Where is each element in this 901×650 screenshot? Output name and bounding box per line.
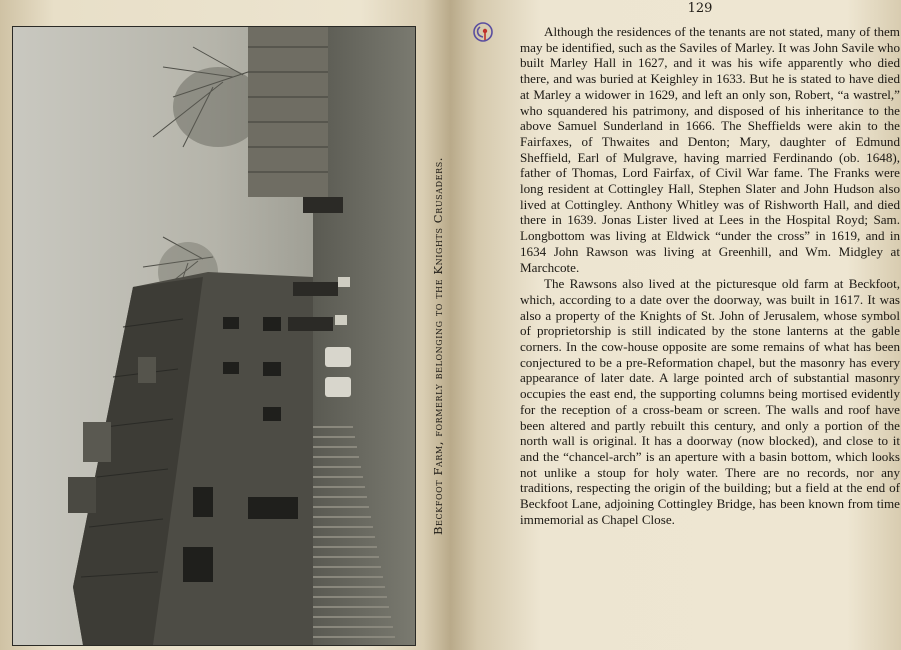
page-number: 129 [687,1,713,16]
photograph-plate [12,26,416,646]
paragraph: Although the residences of the tenants are not stated, many of them may be identified, such as the Saviles of Marley. It was John Savile who built Marley Hall in 1627, and it was his wife apparently who died there, and was buried at Keighley in 1633. But he is stated to have died at Marley a widower in 1629, and left an only son, Robert, “a wastrel,” who squandered his patrimony, and disposed of his inheritance to the above Samuel Sunderland in 1666. The Sheffields were akin to the Fairfaxes, of Thwaites and Denton; Mary, daughter of Edmund Sheffield, Earl of Mulgrave, having married Ferdinando (ob. 1648), father of Thomas, Lord Fairfax, of Civil War fame. The Franks were long resident at Cottingley Hall, Stephen Slater and John Hudson also lived at Cottingley. Anthony Whitley was of Rishworth Hall, and died there in 1639. Jonas Lister lived at Lees in the Hospital Royd; Sam. Longbottom was living at Eldwick “under the cross” in 1619, and in 1634 John Rawson was living at Greenhill, and Wm. Midgley at Marchcote. [520,24,900,275]
paragraph: The Rawsons also lived at the picturesque old farm at Beckfoot, which, according to a date over the doorway, was built in 1617. It was also a property of the Knights of St. John of Jerusalem, whose symbol of proprietorship is still indicated by the stone lanterns at the gable corners. In the cow-house opposite are some remains of what has been conjectured to be a pre-Reformation chapel, but the masonry has every appearance of later date. A large pointed arch of substantial masonry occupies the east end, the supporting columns being mortised evidently for the reception of a cross-beam or screen. The walls and roof have been altered and partly rebuilt this century, and only a portion of the north wall is original. It has a doorway (now blocked), and close to it and the “chancel-arch” is an aperture with a basin bottom, which looks not unlike a stoup for holy water. There are no records, nor any traditions, respecting the origin of the building; but a field at the end of Beckfoot Lane, adjoining Cottingley Bridge, has been known from time immemorial as Chapel Close. [520,276,900,527]
body-text [520,24,900,528]
farmhouse-photograph [13,27,415,645]
left-page [0,0,450,650]
plate-caption: Beckfoot Farm, formerly belonging to the Knights Crusaders. [431,156,445,536]
library-stamp-icon [471,20,495,44]
right-page [455,0,901,650]
